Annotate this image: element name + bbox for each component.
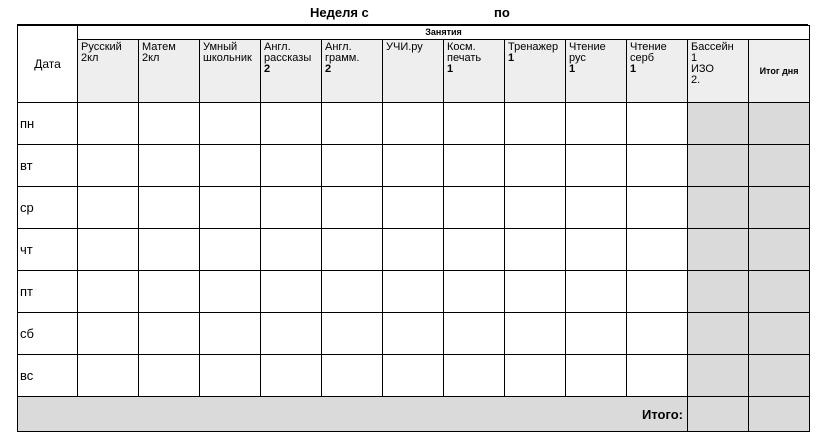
schedule-cell[interactable] bbox=[261, 313, 322, 355]
day-total-cell[interactable] bbox=[749, 355, 810, 397]
schedule-cell[interactable] bbox=[261, 271, 322, 313]
schedule-cell[interactable] bbox=[383, 103, 444, 145]
schedule-cell[interactable] bbox=[139, 187, 200, 229]
schedule-cell[interactable] bbox=[688, 355, 749, 397]
schedule-cell[interactable] bbox=[139, 355, 200, 397]
schedule-cell[interactable] bbox=[688, 313, 749, 355]
schedule-cell[interactable] bbox=[444, 313, 505, 355]
schedule-cell[interactable] bbox=[383, 229, 444, 271]
schedule-cell[interactable] bbox=[566, 229, 627, 271]
day-label: ср bbox=[18, 187, 78, 229]
schedule-cell[interactable] bbox=[261, 187, 322, 229]
schedule-cell[interactable] bbox=[505, 103, 566, 145]
schedule-cell[interactable] bbox=[383, 271, 444, 313]
schedule-cell[interactable] bbox=[261, 103, 322, 145]
schedule-cell[interactable] bbox=[444, 103, 505, 145]
day-total-cell[interactable] bbox=[749, 145, 810, 187]
schedule-cell[interactable] bbox=[200, 103, 261, 145]
schedule-cell[interactable] bbox=[444, 355, 505, 397]
schedule-cell[interactable] bbox=[200, 313, 261, 355]
schedule-cell[interactable] bbox=[78, 313, 139, 355]
day-total-header: Итог дня bbox=[749, 40, 810, 103]
schedule-cell[interactable] bbox=[566, 145, 627, 187]
week-end-label: по bbox=[494, 5, 510, 20]
day-row bbox=[18, 313, 810, 355]
schedule-cell[interactable] bbox=[200, 145, 261, 187]
schedule-cell[interactable] bbox=[139, 145, 200, 187]
schedule-cell[interactable] bbox=[688, 229, 749, 271]
subject-header: Матем 2кл bbox=[139, 40, 200, 103]
day-total-cell[interactable] bbox=[749, 271, 810, 313]
title-row bbox=[0, 0, 828, 26]
schedule-cell[interactable] bbox=[200, 271, 261, 313]
schedule-cell[interactable] bbox=[322, 271, 383, 313]
schedule-cell[interactable] bbox=[322, 229, 383, 271]
subject-header: Тренажер 1 bbox=[505, 40, 566, 103]
schedule-cell[interactable] bbox=[200, 355, 261, 397]
schedule-cell[interactable] bbox=[322, 145, 383, 187]
schedule-cell[interactable] bbox=[139, 313, 200, 355]
schedule-cell[interactable] bbox=[505, 145, 566, 187]
day-label: пн bbox=[18, 103, 78, 145]
schedule-cell[interactable] bbox=[505, 271, 566, 313]
day-total-cell[interactable] bbox=[749, 313, 810, 355]
day-label: вс bbox=[18, 355, 78, 397]
schedule-cell[interactable] bbox=[78, 229, 139, 271]
schedule-cell[interactable] bbox=[688, 271, 749, 313]
week-start-label: Неделя с bbox=[310, 5, 369, 20]
day-row bbox=[18, 229, 810, 271]
schedule-cell[interactable] bbox=[261, 145, 322, 187]
schedule-cell[interactable] bbox=[322, 187, 383, 229]
schedule-cell[interactable] bbox=[78, 271, 139, 313]
schedule-cell[interactable] bbox=[139, 103, 200, 145]
schedule-cell[interactable] bbox=[566, 271, 627, 313]
subject-header: УЧИ.ру bbox=[383, 40, 444, 103]
day-label: чт bbox=[18, 229, 78, 271]
subject-header: Русский 2кл bbox=[78, 40, 139, 103]
day-total-cell[interactable] bbox=[749, 229, 810, 271]
schedule-cell[interactable] bbox=[139, 271, 200, 313]
schedule-cell[interactable] bbox=[444, 187, 505, 229]
schedule-cell[interactable] bbox=[383, 355, 444, 397]
grand-total-cell[interactable] bbox=[688, 397, 749, 432]
schedule-cell[interactable] bbox=[505, 187, 566, 229]
day-row bbox=[18, 271, 810, 313]
schedule-cell[interactable] bbox=[566, 103, 627, 145]
schedule-cell[interactable] bbox=[383, 187, 444, 229]
subject-header: Англ. рассказы 2 bbox=[261, 40, 322, 103]
day-row bbox=[18, 145, 810, 187]
schedule-cell[interactable] bbox=[200, 229, 261, 271]
schedule-cell[interactable] bbox=[261, 229, 322, 271]
header-divider bbox=[17, 24, 808, 25]
schedule-cell[interactable] bbox=[688, 187, 749, 229]
subject-header: Англ. грамм. 2 bbox=[322, 40, 383, 103]
day-row bbox=[18, 355, 810, 397]
day-row bbox=[18, 187, 810, 229]
schedule-cell[interactable] bbox=[688, 103, 749, 145]
schedule-cell[interactable] bbox=[505, 313, 566, 355]
schedule-cell[interactable] bbox=[627, 145, 688, 187]
schedule-cell[interactable] bbox=[688, 145, 749, 187]
schedule-cell[interactable] bbox=[78, 103, 139, 145]
day-label: сб bbox=[18, 313, 78, 355]
schedule-cell[interactable] bbox=[200, 187, 261, 229]
subject-header: Чтение серб 1 bbox=[627, 40, 688, 103]
grand-total-cell[interactable] bbox=[749, 397, 810, 432]
schedule-cell[interactable] bbox=[383, 145, 444, 187]
schedule-cell[interactable] bbox=[444, 145, 505, 187]
subject-header: Чтение рус 1 bbox=[566, 40, 627, 103]
schedule-table bbox=[17, 25, 810, 432]
schedule-cell[interactable] bbox=[566, 313, 627, 355]
schedule-cell[interactable] bbox=[383, 313, 444, 355]
schedule-cell[interactable] bbox=[139, 229, 200, 271]
schedule-cell[interactable] bbox=[627, 271, 688, 313]
schedule-cell[interactable] bbox=[78, 145, 139, 187]
day-total-cell[interactable] bbox=[749, 103, 810, 145]
subject-header: Умный школьник bbox=[200, 40, 261, 103]
grand-total-label: Итого: bbox=[18, 397, 688, 432]
subject-header: Косм. печать 1 bbox=[444, 40, 505, 103]
schedule-cell[interactable] bbox=[322, 355, 383, 397]
schedule-cell[interactable] bbox=[261, 355, 322, 397]
schedule-cell[interactable] bbox=[566, 355, 627, 397]
schedule-cell[interactable] bbox=[627, 187, 688, 229]
schedule-cell[interactable] bbox=[505, 355, 566, 397]
schedule-cell[interactable] bbox=[627, 313, 688, 355]
date-header: Дата bbox=[18, 26, 78, 103]
schedule-cell[interactable] bbox=[78, 187, 139, 229]
schedule-cell[interactable] bbox=[322, 103, 383, 145]
schedule-cell[interactable] bbox=[322, 313, 383, 355]
day-row bbox=[18, 103, 810, 145]
schedule-cell[interactable] bbox=[627, 103, 688, 145]
schedule-cell[interactable] bbox=[505, 229, 566, 271]
schedule-cell[interactable] bbox=[566, 187, 627, 229]
subject-header: Бассейн 1 ИЗО 2. bbox=[688, 40, 749, 103]
day-label: вт bbox=[18, 145, 78, 187]
schedule-cell[interactable] bbox=[627, 229, 688, 271]
schedule-cell[interactable] bbox=[78, 355, 139, 397]
day-label: пт bbox=[18, 271, 78, 313]
schedule-cell[interactable] bbox=[444, 271, 505, 313]
schedule-cell[interactable] bbox=[627, 355, 688, 397]
schedule-cell[interactable] bbox=[444, 229, 505, 271]
day-total-cell[interactable] bbox=[749, 187, 810, 229]
activities-header: Занятия bbox=[78, 26, 810, 40]
